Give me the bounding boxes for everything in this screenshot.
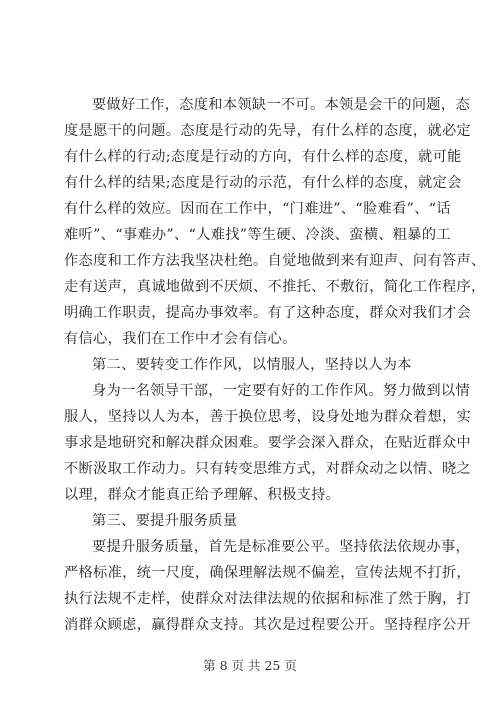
paragraph-line: 有什么样的行动;态度是行动的方向，有什么样的态度，就可能 bbox=[64, 149, 462, 165]
paragraph-line: 走有送声，真诚地做到不厌烦、不推托、不敷衍，简化工作程序， bbox=[64, 279, 486, 295]
section-heading: 第二、要转变工作作风，以情服人，坚持以人为本 bbox=[92, 357, 412, 373]
paragraph-line: 明确工作职责，提高办事效率。有了这种态度，群众对我们才会 bbox=[64, 305, 472, 321]
paragraph-line: 严格标准，统一尺度，确保理解法规不偏差，宣传法规不打折， bbox=[64, 565, 472, 581]
paragraph-line: 有信心，我们在工作中才会有信心。 bbox=[64, 331, 297, 347]
paragraph-line: 有什么样的效应。因而在工作中，“门难进”、“脸难看”、“话 bbox=[64, 201, 451, 217]
paragraph-line: 难听”、“事难办”、“人难找”等生硬、冷淡、蛮横、粗暴的工 bbox=[64, 227, 451, 243]
paragraph-line: 度是愿干的问题。态度是行动的先导，有什么样的态度，就必定 bbox=[64, 123, 472, 139]
page-footer: 第 8 页 共 25 页 bbox=[203, 658, 297, 673]
section-heading: 第三、要提升服务质量 bbox=[92, 513, 238, 529]
paragraph-line: 有什么样的结果;态度是行动的示范，有什么样的态度，就定会 bbox=[64, 175, 462, 191]
paragraph-line: 作态度和工作方法我坚决杜绝。自觉地做到来有迎声、问有答声、 bbox=[64, 253, 486, 269]
paragraph-line: 服人，坚持以人为本，善于换位思考，设身处地为群众着想，实 bbox=[64, 409, 472, 425]
paragraph-line: 身为一名领导干部，一定要有好的工作作风。努力做到以情 bbox=[92, 383, 470, 399]
paragraph-line: 要做好工作，态度和本领缺一不可。本领是会干的问题，态 bbox=[92, 97, 470, 113]
paragraph-line: 事求是地研究和解决群众困难。要学会深入群众，在贴近群众中 bbox=[64, 435, 472, 451]
paragraph-line: 不断汲取工作动力。只有转变思维方式，对群众动之以情、晓之 bbox=[64, 461, 472, 477]
paragraph-line: 消群众顾虑，赢得群众支持。其次是过程要公开。坚持程序公开 bbox=[64, 617, 472, 633]
paragraph-line: 执行法规不走样，使群众对法律法规的依据和标准了然于胸，打 bbox=[64, 591, 472, 607]
paragraph-line: 要提升服务质量，首先是标准要公平。坚持依法依规办事， bbox=[92, 539, 470, 555]
paragraph-line: 以理，群众才能真正给予理解、积极支持。 bbox=[64, 487, 341, 503]
